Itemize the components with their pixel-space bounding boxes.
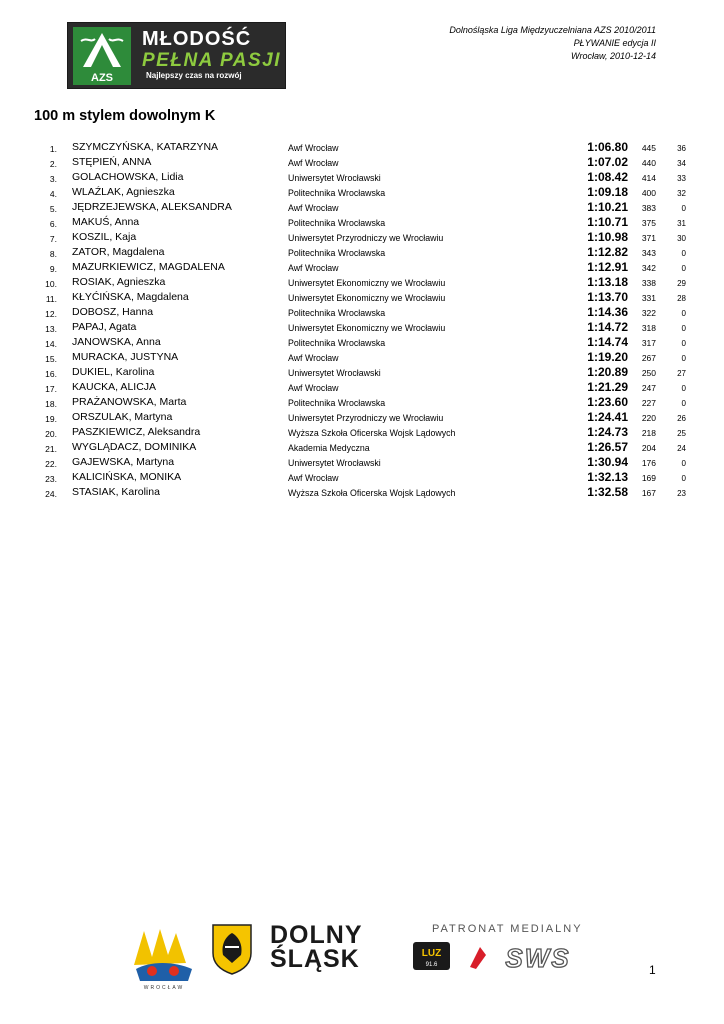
- result-points: 331: [641, 293, 656, 303]
- result-time: 1:26.57: [587, 440, 628, 454]
- result-row: [0, 140, 724, 155]
- result-points: 343: [641, 248, 656, 258]
- result-bonus-points: 29: [677, 279, 686, 288]
- result-place: 21.: [45, 444, 57, 454]
- result-place: 22.: [45, 459, 57, 469]
- result-club: Politechnika Wrocławska: [288, 218, 386, 228]
- result-club: Politechnika Wrocławska: [288, 188, 386, 198]
- result-name: ROSIAK, Agnieszka: [72, 276, 166, 288]
- result-row: [0, 290, 724, 305]
- result-row: [0, 185, 724, 200]
- result-place: 24.: [45, 489, 57, 499]
- result-bonus-points: 0: [681, 264, 686, 273]
- result-bonus-points: 27: [677, 369, 686, 378]
- result-row: [0, 245, 724, 260]
- result-name: WYGLĄDACZ, DOMINIKA: [72, 441, 197, 453]
- result-bonus-points: 32: [677, 189, 686, 198]
- result-name: STĘPIEŃ, ANNA: [72, 156, 152, 168]
- result-name: KŁYĆIŃSKA, Magdalena: [72, 291, 189, 303]
- result-name: MAZURKIEWICZ, MAGDALENA: [72, 261, 225, 273]
- result-points: 204: [641, 443, 656, 453]
- result-points: 414: [641, 173, 656, 183]
- result-bonus-points: 0: [681, 384, 686, 393]
- result-points: 400: [641, 188, 656, 198]
- region-name-line1: DOLNY: [270, 921, 363, 949]
- result-name: MAKUŚ, Anna: [72, 216, 140, 228]
- result-name: WLAŹLAK, Agnieszka: [72, 186, 175, 198]
- result-bonus-points: 0: [681, 354, 686, 363]
- result-place: 6.: [49, 219, 57, 229]
- result-row: [0, 455, 724, 470]
- result-row: [0, 170, 724, 185]
- result-bonus-points: 0: [681, 324, 686, 333]
- result-place: 17.: [45, 384, 57, 394]
- result-points: 169: [641, 473, 656, 483]
- result-club: Politechnika Wrocławska: [288, 308, 386, 318]
- result-points: 445: [641, 143, 656, 153]
- sws-logo-text: SWS: [505, 943, 571, 973]
- result-place: 10.: [45, 279, 57, 289]
- luz-logo-text: LUZ: [421, 948, 442, 959]
- event-title: 100 m stylem dowolnym K: [34, 108, 216, 124]
- competition-date: Wrocław, 2010-12-14: [570, 51, 656, 61]
- result-points: 371: [641, 233, 656, 243]
- result-bonus-points: 25: [677, 429, 686, 438]
- result-points: 250: [641, 368, 656, 378]
- result-name: KAUCKA, ALICJA: [72, 381, 157, 393]
- result-club: Uniwersytet Ekonomiczny we Wrocławiu: [288, 293, 446, 303]
- result-points: 338: [641, 278, 656, 288]
- result-club: Awf Wrocław: [288, 353, 339, 363]
- result-name: MURACKA, JUSTYNA: [72, 351, 179, 363]
- result-bonus-points: 33: [677, 174, 686, 183]
- result-time: 1:24.73: [587, 425, 628, 439]
- result-time: 1:10.71: [587, 215, 628, 229]
- result-bonus-points: 28: [677, 294, 686, 303]
- result-place: 15.: [45, 354, 57, 364]
- result-place: 7.: [49, 234, 57, 244]
- result-club: Awf Wrocław: [288, 158, 339, 168]
- result-points: 322: [641, 308, 656, 318]
- result-points: 218: [641, 428, 656, 438]
- result-name: PRAŻANOWSKA, Marta: [72, 396, 187, 408]
- result-club: Politechnika Wrocławska: [288, 248, 386, 258]
- result-bonus-points: 0: [681, 309, 686, 318]
- radio-luz-logo-icon: [413, 942, 450, 970]
- competition-info: [449, 24, 656, 63]
- crest-icon: [211, 923, 253, 975]
- result-place: 20.: [45, 429, 57, 439]
- result-place: 11.: [45, 294, 57, 304]
- result-club: Akademia Medyczna: [288, 443, 370, 453]
- result-row: [0, 440, 724, 455]
- result-time: 1:32.58: [587, 485, 628, 499]
- result-name: ORSZULAK, Martyna: [72, 411, 173, 423]
- result-row: [0, 470, 724, 485]
- result-time: 1:08.42: [587, 170, 628, 184]
- result-time: 1:14.36: [587, 305, 628, 319]
- result-row: [0, 305, 724, 320]
- result-time: 1:07.02: [587, 155, 628, 169]
- result-time: 1:20.89: [587, 365, 628, 379]
- result-club: Politechnika Wrocławska: [288, 398, 386, 408]
- result-club: Wyższa Szkoła Oficerska Wojsk Lądowych: [288, 488, 456, 498]
- result-name: STASIAK, Karolina: [72, 486, 160, 498]
- result-time: 1:19.20: [587, 350, 628, 364]
- result-time: 1:21.29: [587, 380, 628, 394]
- result-club: Awf Wrocław: [288, 383, 339, 393]
- result-time: 1:10.21: [587, 200, 628, 214]
- result-row: [0, 320, 724, 335]
- competition-edition: PŁYWANIE edycja II: [573, 38, 656, 48]
- result-bonus-points: 30: [677, 234, 686, 243]
- result-place: 18.: [45, 399, 57, 409]
- result-time: 1:24.41: [587, 410, 628, 424]
- result-name: KALICIŃSKA, MONIKA: [72, 471, 182, 483]
- result-time: 1:30.94: [587, 455, 628, 469]
- result-club: Uniwersytet Ekonomiczny we Wrocławiu: [288, 323, 446, 333]
- result-club: Awf Wrocław: [288, 263, 339, 273]
- result-time: 1:13.70: [587, 290, 628, 304]
- header-banner: [67, 22, 286, 89]
- result-place: 23.: [45, 474, 57, 484]
- result-name: GOLACHOWSKA, Lidia: [72, 171, 184, 183]
- result-time: 1:12.82: [587, 245, 628, 259]
- dolny-slask-logo: [270, 923, 363, 971]
- result-club: Wyższa Szkoła Oficerska Wojsk Lądowych: [288, 428, 456, 438]
- result-row: [0, 215, 724, 230]
- result-row: [0, 155, 724, 170]
- result-place: 2.: [49, 159, 57, 169]
- result-bonus-points: 31: [677, 219, 686, 228]
- result-row: [0, 380, 724, 395]
- result-name: ZATOR, Magdalena: [72, 246, 165, 258]
- result-place: 14.: [45, 339, 57, 349]
- result-name: SZYMCZYŃSKA, KATARZYNA: [72, 141, 219, 153]
- result-bonus-points: 0: [681, 399, 686, 408]
- result-points: 318: [641, 323, 656, 333]
- result-bonus-points: 34: [677, 159, 686, 168]
- result-time: 1:13.18: [587, 275, 628, 289]
- result-points: 247: [641, 383, 656, 393]
- result-club: Uniwersytet Wrocławski: [288, 173, 381, 183]
- result-club: Uniwersytet Przyrodniczy we Wrocławiu: [288, 233, 444, 243]
- wroclaw-logo-text: WROCŁAW: [143, 985, 185, 991]
- region-name-line2: ŚLĄSK: [270, 945, 360, 973]
- result-points: 342: [641, 263, 656, 273]
- result-bonus-points: 0: [681, 249, 686, 258]
- result-bonus-points: 0: [681, 204, 686, 213]
- result-points: 227: [641, 398, 656, 408]
- result-name: JĘDRZEJEWSKA, ALEKSANDRA: [72, 201, 232, 213]
- result-points: 375: [641, 218, 656, 228]
- result-points: 220: [641, 413, 656, 423]
- result-time: 1:10.98: [587, 230, 628, 244]
- result-time: 1:32.13: [587, 470, 628, 484]
- result-place: 4.: [49, 189, 57, 199]
- result-place: 16.: [45, 369, 57, 379]
- result-club: Uniwersytet Ekonomiczny we Wrocławiu: [288, 278, 446, 288]
- competition-name: Dolnośląska Liga Międzyuczelniana AZS 2010/2011: [449, 25, 656, 35]
- result-row: [0, 335, 724, 350]
- result-time: 1:23.60: [587, 395, 628, 409]
- result-bonus-points: 26: [677, 414, 686, 423]
- result-bonus-points: 23: [677, 489, 686, 498]
- result-name: DOBOSZ, Hanna: [72, 306, 154, 318]
- result-name: PASZKIEWICZ, Aleksandra: [72, 426, 201, 438]
- result-club: Awf Wrocław: [288, 203, 339, 213]
- result-points: 440: [641, 158, 656, 168]
- result-name: DUKIEL, Karolina: [72, 366, 155, 378]
- result-points: 176: [641, 458, 656, 468]
- result-bonus-points: 0: [681, 459, 686, 468]
- result-row: [0, 425, 724, 440]
- result-name: JANOWSKA, Anna: [72, 336, 161, 348]
- result-name: GAJEWSKA, Martyna: [72, 456, 175, 468]
- result-place: 1.: [49, 144, 57, 154]
- result-points: 383: [641, 203, 656, 213]
- result-club: Uniwersytet Wrocławski: [288, 368, 381, 378]
- result-row: [0, 275, 724, 290]
- result-row: [0, 410, 724, 425]
- result-place: 3.: [49, 174, 57, 184]
- results-table: [0, 140, 724, 500]
- result-place: 19.: [45, 414, 57, 424]
- result-place: 9.: [49, 264, 57, 274]
- result-bonus-points: 36: [677, 144, 686, 153]
- result-row: [0, 485, 724, 500]
- banner-tagline: Najlepszy czas na rozwój: [146, 71, 242, 80]
- result-club: Uniwersytet Wrocławski: [288, 458, 381, 468]
- wroclaw-logo-icon: [130, 925, 198, 991]
- result-points: 267: [641, 353, 656, 363]
- azs-logo-icon: [73, 27, 131, 85]
- result-place: 12.: [45, 309, 57, 319]
- result-row: [0, 200, 724, 215]
- result-place: 8.: [49, 249, 57, 259]
- banner-title: MŁODOŚĆ: [142, 28, 252, 50]
- result-time: 1:14.72: [587, 320, 628, 334]
- result-bonus-points: 0: [681, 339, 686, 348]
- result-row: [0, 365, 724, 380]
- result-place: 13.: [45, 324, 57, 334]
- result-club: Politechnika Wrocławska: [288, 338, 386, 348]
- result-time: 1:14.74: [587, 335, 628, 349]
- result-bonus-points: 0: [681, 474, 686, 483]
- result-time: 1:06.80: [587, 140, 628, 154]
- result-bonus-points: 24: [677, 444, 686, 453]
- result-row: [0, 230, 724, 245]
- page-number: 1: [649, 963, 656, 977]
- result-row: [0, 395, 724, 410]
- sws-logo-icon: [466, 941, 592, 973]
- result-name: PAPAJ, Agata: [72, 321, 137, 333]
- media-patronage-label: PATRONAT MEDIALNY: [432, 923, 583, 935]
- result-points: 317: [641, 338, 656, 348]
- result-club: Awf Wrocław: [288, 143, 339, 153]
- result-row: [0, 260, 724, 275]
- result-club: Uniwersytet Przyrodniczy we Wrocławiu: [288, 413, 444, 423]
- result-row: [0, 350, 724, 365]
- result-club: Awf Wrocław: [288, 473, 339, 483]
- result-points: 167: [641, 488, 656, 498]
- result-name: KOSZIL, Kaja: [72, 231, 137, 243]
- result-place: 5.: [49, 204, 57, 214]
- azs-logo-text: AZS: [91, 72, 113, 84]
- banner-slogan: PEŁNA PASJI: [142, 50, 281, 71]
- luz-frequency-text: 91.6: [425, 962, 438, 968]
- sponsor-logos: [0, 915, 724, 995]
- result-time: 1:09.18: [587, 185, 628, 199]
- result-time: 1:12.91: [587, 260, 628, 274]
